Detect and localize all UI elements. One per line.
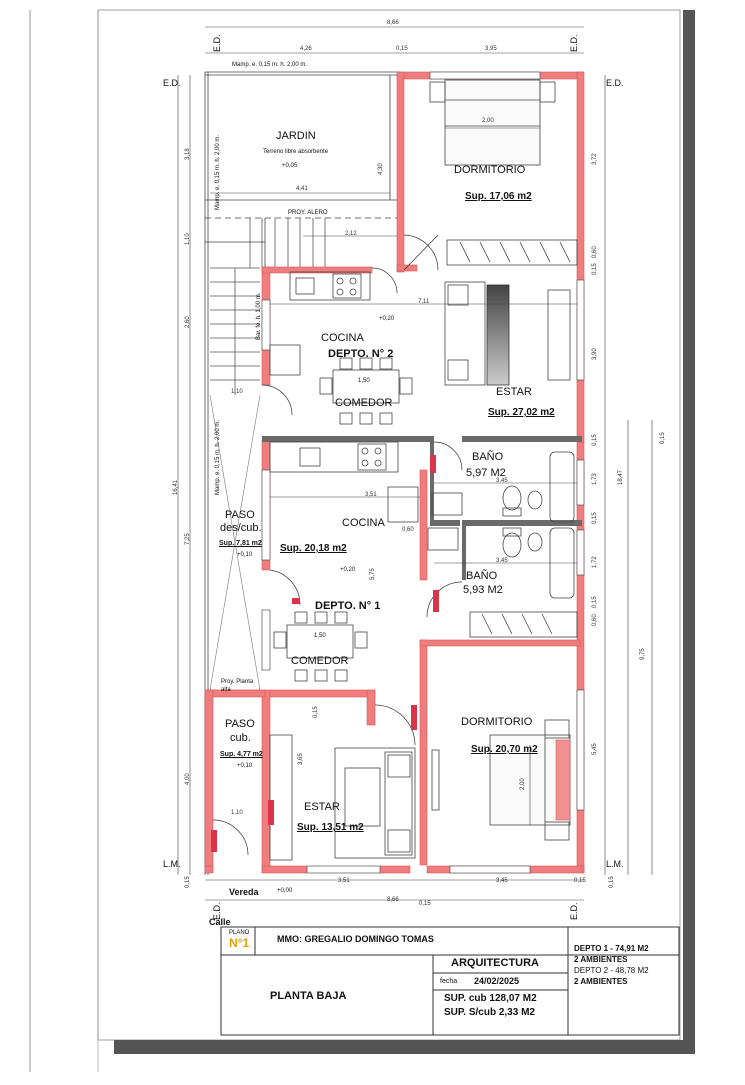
marker-ed-bottom-right: E.D. — [569, 902, 579, 920]
dim-right-015c: 0,15 — [592, 512, 598, 524]
dim-right-173: 1,73 — [592, 473, 598, 485]
room-bano-2: BAÑO — [466, 570, 498, 582]
note-terreno: Terreno libre absorbente — [263, 149, 329, 155]
title-sup-cub: SUP. cub 128,07 M2 — [444, 993, 537, 1004]
bed-headboard-accent — [556, 740, 570, 820]
title-sheet-name: PLANTA BAJA — [270, 990, 347, 1002]
dim-left-110: 1,10 — [185, 233, 191, 245]
title-fecha: 24/02/2025 — [474, 976, 520, 986]
room-jardin: JARDIN — [276, 130, 316, 142]
room-dormitorio-2: DORMITORIO — [454, 164, 526, 176]
label-depto-1: DEPTO. N° 1 — [315, 600, 381, 612]
room-paso-sup: Sup. 7,81 m2 — [219, 540, 262, 547]
dim-left-725: 7,25 — [185, 533, 191, 545]
table-size-2: 1,50 — [358, 378, 370, 384]
dim-estar-015: 0,15 — [313, 706, 319, 718]
dim-far-975: 9,75 — [640, 648, 646, 660]
note-mamp-side: Mamp. e. 0,15 m. h. 2,00 m. — [215, 134, 221, 210]
marker-ed-bottom-left: E.D. — [212, 902, 222, 920]
dim-right-015d: 0,15 — [592, 596, 598, 608]
title-plano-num: N°1 — [229, 936, 250, 950]
dim-jardin-441: 4,41 — [296, 186, 308, 192]
room-comedor-1: COMEDOR — [291, 655, 349, 667]
title-depto1-amb: 2 AMBIENTES — [574, 955, 628, 964]
sheet-shadow-right — [683, 10, 695, 1054]
level-cocina-2: +0,20 — [379, 316, 395, 322]
room-cocina-1: COCINA — [342, 517, 385, 529]
dim-left-260: 2,60 — [185, 316, 191, 328]
dim-paso2-110: 1,10 — [231, 810, 243, 816]
room-paso-sub: des/cub. — [220, 522, 262, 534]
dim-cocina-351: 3,51 — [365, 492, 377, 498]
marker-ed-top-right: E.D. — [569, 34, 579, 52]
dim-right-390: 3,90 — [592, 348, 598, 360]
title-plano-label: PLANO — [229, 930, 250, 936]
title-fecha-label: fecha — [440, 978, 458, 985]
dim-right-060b: 0,60 — [592, 614, 598, 626]
level-paso: +0,10 — [237, 552, 253, 558]
room-dormitorio-2-sup: Sup. 17,06 m2 — [465, 191, 532, 202]
dim-wall-mid: 0,15 — [396, 46, 408, 52]
title-owner: MMO: GREGALIO DOMINGO TOMAS — [277, 934, 434, 944]
marker-lm-right: L.M. — [606, 859, 624, 869]
tv-unit — [487, 285, 509, 385]
dim-bottom-small: 0,15 — [574, 878, 586, 884]
note-mamp-side2: Mamp. e. 0,15 m. h. 2,00 m. — [215, 419, 221, 495]
marker-ed-top-left: E.D. — [212, 34, 222, 52]
dim-wall-060: 0,60 — [402, 527, 414, 533]
dim-bottom-total: 8,66 — [387, 897, 399, 903]
dim-dorm2-200: 2,00 — [520, 778, 526, 790]
title-discipline: ARQUITECTURA — [451, 957, 539, 969]
note-proy-alero: PROY. ALERO — [288, 210, 328, 216]
dim-kitchen-711: 7,11 — [418, 299, 430, 305]
room-estar-1: ESTAR — [304, 801, 340, 813]
room-estar-2: ESTAR — [496, 386, 532, 398]
room-paso: PASO — [225, 509, 255, 521]
dim-far-1847: 18,47 — [618, 469, 624, 485]
dim-right-172: 1,72 — [592, 556, 598, 568]
dim-far-015: 0,15 — [660, 432, 666, 444]
sheet-shadow-bottom — [114, 1040, 695, 1054]
dim-total-width: 8,66 — [387, 20, 399, 26]
dim-left-1641: 16,41 — [173, 479, 179, 495]
dim-paso-110: 1,10 — [231, 389, 243, 395]
note-proy-planta: Proy. Planta — [221, 679, 254, 685]
level-cocina-1: +0,20 — [340, 567, 356, 573]
room-estar-1-sup: Sup. 13,51 m2 — [297, 822, 364, 833]
dim-bath-345-bottom: 3,45 — [496, 558, 508, 564]
room-cocina-2: COCINA — [321, 332, 364, 344]
room-paso-cub-sup: Sup. 4,77 m2 — [220, 751, 263, 758]
table-size-1: 1,50 — [314, 633, 326, 639]
label-depto-2: DEPTO. N° 2 — [328, 348, 394, 360]
note-proy-planta-2: alta — [221, 687, 231, 693]
dim-bottom-015: 0,15 — [419, 901, 431, 907]
dim-ext-015: 0,15 — [609, 876, 615, 888]
label-calle: Calle — [209, 917, 231, 927]
dim-dorm-200: 2,00 — [482, 118, 494, 124]
room-dormitorio-1: DORMITORIO — [461, 716, 533, 728]
level-paso-cub: +0,10 — [237, 763, 253, 769]
dim-right-545: 5,45 — [592, 743, 598, 755]
dim-right-372: 3,72 — [592, 153, 598, 165]
title-depto1: DEPTO 1 - 74,91 M2 — [574, 944, 649, 953]
dim-right-015b: 0,15 — [592, 434, 598, 446]
dim-left-width: 4,26 — [300, 46, 312, 52]
room-estar-2-sup: Sup. 27,02 m2 — [488, 407, 555, 418]
dim-bottom-right: 3,45 — [496, 878, 508, 884]
dim-right-060: 0,60 — [592, 246, 598, 258]
room-bano-1-sup: 5,97 M2 — [466, 467, 506, 479]
dim-right-015a: 0,15 — [592, 263, 598, 275]
dim-jardin-430: 4,30 — [378, 163, 384, 175]
level-jardin: +0,05 — [282, 163, 298, 169]
room-bano-2-sup: 5,93 M2 — [463, 584, 503, 596]
dim-left-015: 0,15 — [185, 876, 191, 888]
level-vereda: +0,00 — [277, 888, 293, 894]
dim-left-400: 4,00 — [185, 773, 191, 785]
dim-cocina-575: 5,75 — [370, 568, 376, 580]
room-dormitorio-1-sup: Sup. 20,70 m2 — [471, 744, 538, 755]
marker-ed-left: E.D. — [163, 78, 181, 88]
room-bano-1: BAÑO — [472, 451, 504, 463]
dim-right-width: 3,95 — [485, 46, 497, 52]
title-depto2-amb: 2 AMBIENTES — [574, 977, 628, 986]
dim-kitchen-212: 2,12 — [345, 231, 357, 237]
room-cocina-1-sup: Sup. 20,18 m2 — [280, 543, 347, 554]
note-bar: Bar. fe. h. 1,00 m. — [256, 292, 262, 340]
room-paso-cub: PASO — [225, 718, 255, 730]
note-mamp-top: Mamp. e. 0,15 m. h. 2,00 m. — [232, 62, 308, 68]
title-sup-scub: SUP. S/cub 2,33 M2 — [444, 1007, 535, 1018]
room-paso-cub-sub: cub. — [230, 732, 251, 744]
dim-bath-345-top: 3,45 — [496, 478, 508, 484]
dim-left-318: 3,18 — [185, 148, 191, 160]
title-depto2: DEPTO 2 - 48,78 M2 — [574, 966, 649, 975]
label-vereda: Vereda — [229, 887, 259, 897]
dim-estar-365: 3,65 — [298, 753, 304, 765]
marker-ed-right: E.D. — [606, 78, 624, 88]
dim-bottom-left: 3,51 — [338, 878, 350, 884]
room-comedor-2: COMEDOR — [335, 397, 393, 409]
marker-lm-left: L.M. — [163, 859, 181, 869]
